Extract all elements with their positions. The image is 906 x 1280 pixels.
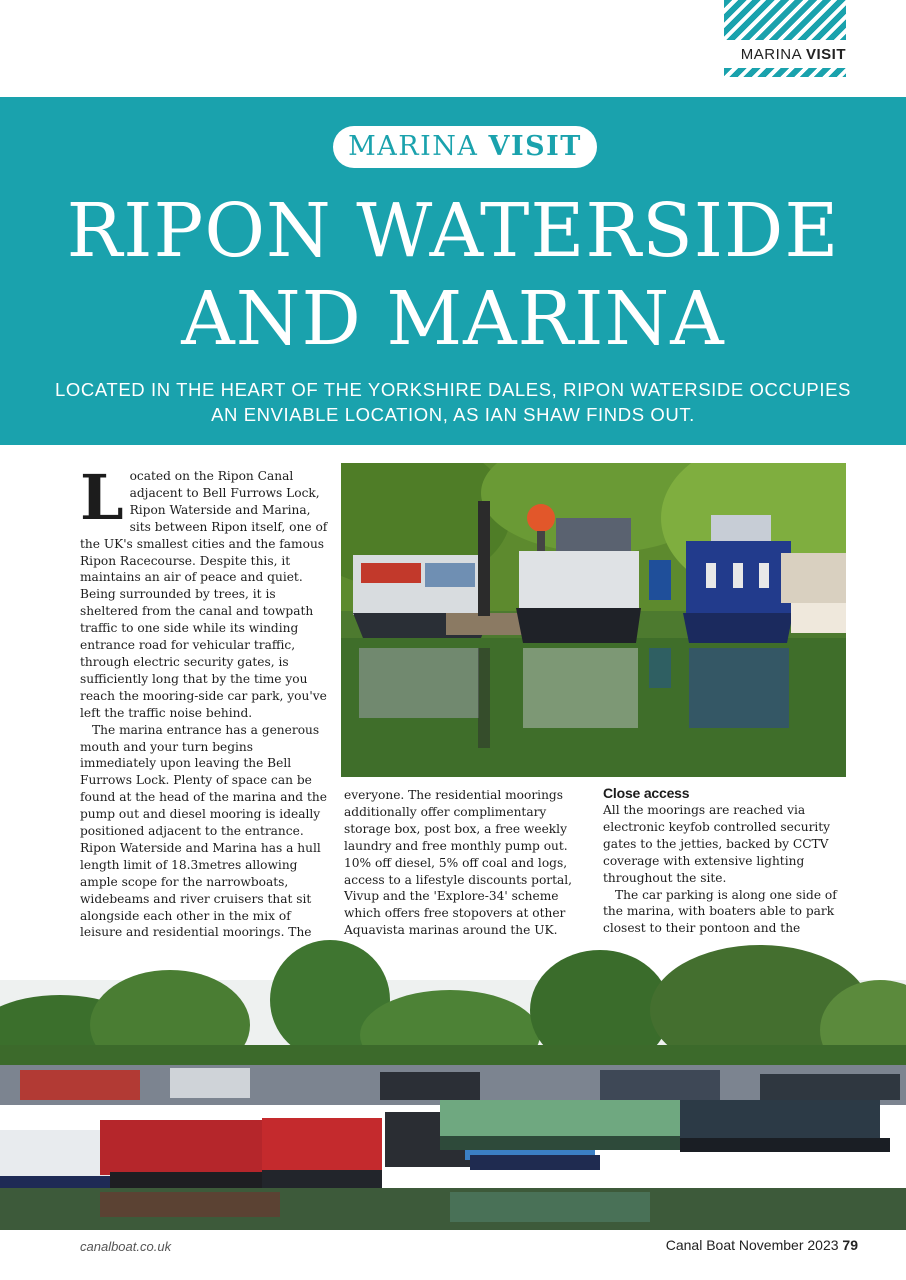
footer-folio xyxy=(666,1237,858,1253)
section-pill: MARINA VISIT xyxy=(333,126,597,168)
tag-stripes-bottom xyxy=(724,68,846,77)
marina-photo-boats-reflection xyxy=(341,463,846,777)
article-column-1 xyxy=(80,461,332,975)
footer-magazine: Canal Boat xyxy=(665,1237,736,1253)
header-band xyxy=(0,97,906,445)
paragraph-1: ocated on the Ripon Canal adjacent to Bell Furrows Lock, Ripon Waterside and Marina, sits between Ripon itself, one of the UK's smallest cities and the famous Ripon Racecourse. Despite this, it maintains an air of peace and quiet. Being surrounded by trees, it is sheltered from the canal and towpath traffic to one side while its winding entrance road for vehicular traffic, through electric security gates, is sufficiently long that by the time you reach the mooring-side car park, you've left the traffic noise behind. xyxy=(80,469,328,720)
article-column-2 xyxy=(344,787,588,939)
paragraph-3: everyone. The residential moorings additionally offer complimentary storage box, post box, a free weekly laundry and free monthly pump out. 10% off diesel, 5% off coal and logs, access to a lifestyle discounts portal, Vivup and the 'Explore-34' scheme which offers free stopovers at other Aquavista marinas around the UK. xyxy=(344,788,573,938)
headline-line-2: AND MARINA xyxy=(181,276,725,362)
drop-cap: L xyxy=(80,461,124,534)
marina-panorama-photo xyxy=(0,940,906,1230)
marina-panorama-illustration xyxy=(0,940,906,1230)
paragraph-2: The marina entrance has a generous mouth and your turn begins immediately upon leaving the Bell Furrows Lock. Plenty of space can be found at the head of the marina and the pump out and diesel mooring is ideally positioned adjacent to the entrance. Ripon Waterside and Marina has a hull length limit of 18.3metres allowing ample scope for the narrowboats, widebeams and river cruisers that sit alongside each other in the mix of leisure and residential moorings. The xyxy=(80,722,327,940)
paragraph-4: All the moorings are reached via electronic keyfob controlled security gates to the jetties, backed by CCTV coverage with extensive lighting throughout the site. xyxy=(603,803,831,885)
marina-photo-illustration xyxy=(341,463,846,777)
article-column-3 xyxy=(603,784,847,954)
section-tag-label: MARINA VISIT xyxy=(740,46,846,63)
footer-website: canalboat.co.uk xyxy=(80,1239,172,1254)
subhead-close-access: Close access xyxy=(603,785,690,801)
headline-line-1: RIPON WATERSIDE xyxy=(66,188,840,274)
headline xyxy=(0,187,906,363)
section-tag xyxy=(724,0,846,78)
paragraph-5: The car parking is along one side of the marina, with boaters able to park closest to their pontoon and the xyxy=(603,887,837,936)
page-number: 79 xyxy=(842,1237,858,1253)
standfirst: LOCATED IN THE HEART OF THE YORKSHIRE DALES, RIPON WATERSIDE OCCUPIES AN ENVIABLE LOCATION, AS IAN SHAW FINDS OUT. xyxy=(55,379,851,425)
tag-stripes-top xyxy=(724,0,846,40)
footer-issue: November 2023 xyxy=(738,1237,839,1253)
